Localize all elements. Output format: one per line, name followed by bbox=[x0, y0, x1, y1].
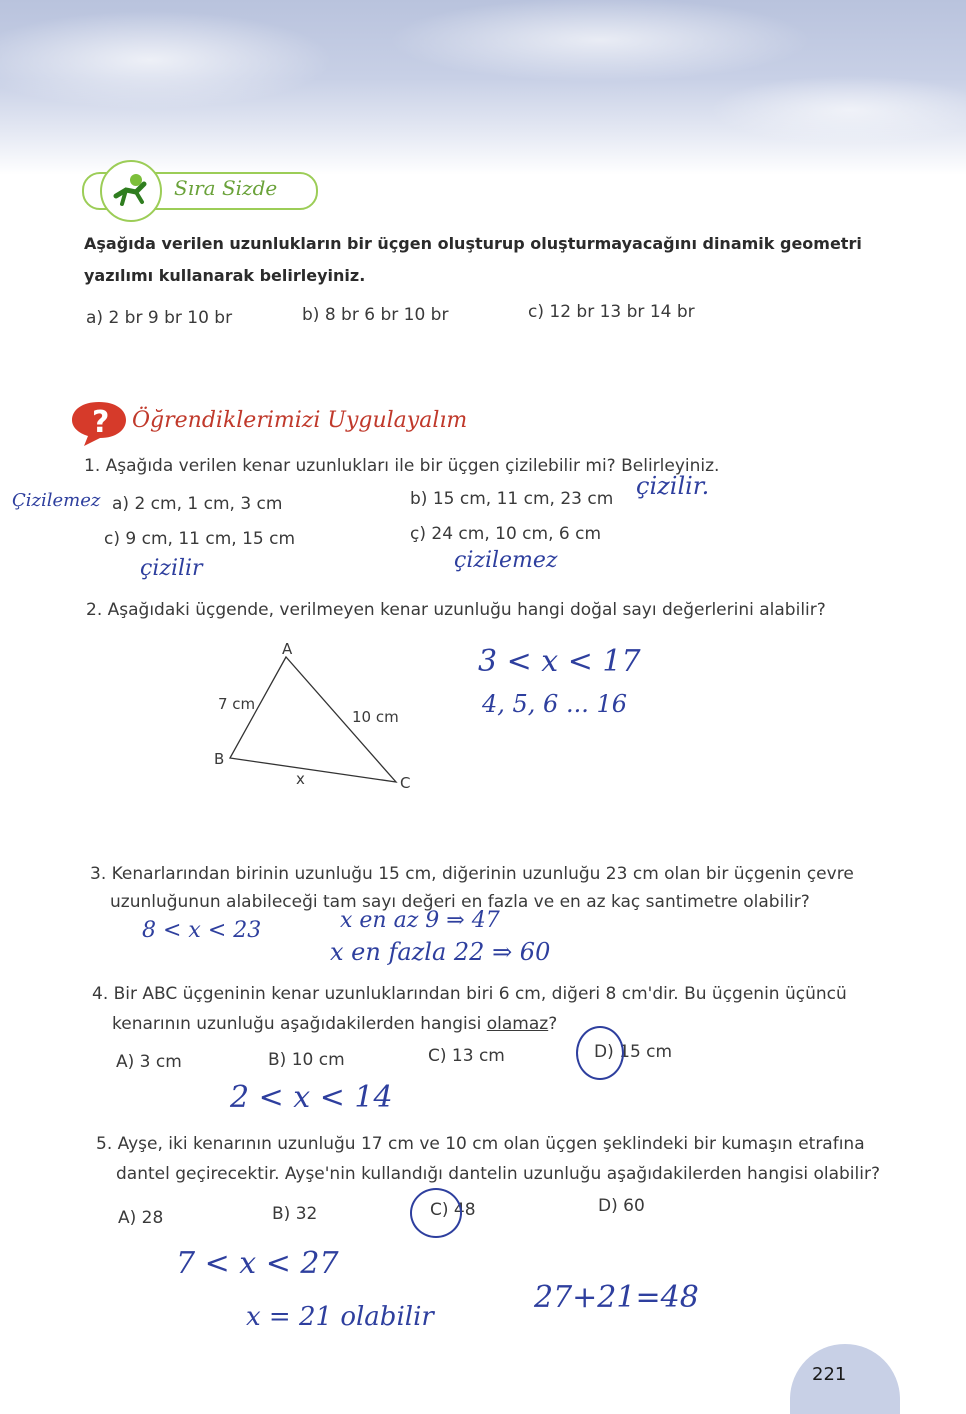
option-c: c) 12 br 13 br 14 br bbox=[528, 302, 695, 322]
q5-option-b: B) 32 bbox=[272, 1204, 318, 1224]
option-a: a) 2 br 9 br 10 br bbox=[86, 308, 233, 328]
q1-prompt: 1. Aşağıda verilen kenar uzunlukları ile bir üçgen çizilebilir mi? Belirleyiniz. bbox=[84, 456, 720, 476]
q4-line2: kenarının uzunluğu aşağıdakilerden hangisi olamaz? bbox=[112, 1014, 558, 1034]
q1-option-d: ç) 24 cm, 10 cm, 6 cm bbox=[410, 524, 602, 544]
q1-option-a: a) 2 cm, 1 cm, 3 cm bbox=[112, 494, 283, 514]
q3-line1: 3. Kenarlarından birinin uzunluğu 15 cm, diğerinin uzunluğu 23 cm olan bir üçgenin çevre bbox=[90, 864, 854, 884]
q1-hw-d: çizilemez bbox=[454, 548, 558, 573]
q1-option-b: b) 15 cm, 11 cm, 23 cm bbox=[410, 489, 614, 509]
q1-hw-a: Çizilemez bbox=[12, 490, 101, 511]
q4-option-b: B) 10 cm bbox=[268, 1050, 345, 1070]
intro-line-2: yazılımı kullanarak belirleyiniz. bbox=[84, 266, 366, 285]
section-title: Öğrendiklerimizi Uygulayalım bbox=[132, 408, 468, 433]
q2-prompt: 2. Aşağıdaki üçgende, verilmeyen kenar uzunluğu hangi doğal sayı değerlerini alabilir? bbox=[86, 600, 826, 620]
side-bc: x bbox=[296, 770, 305, 788]
header-background bbox=[0, 0, 966, 175]
q4-hw: 2 < x < 14 bbox=[230, 1080, 393, 1115]
q2-hw-line1: 3 < x < 17 bbox=[478, 644, 641, 679]
q5-line1: 5. Ayşe, iki kenarının uzunluğu 17 cm ve 10 cm olan üçgen şeklindeki bir kumaşın etrafına bbox=[96, 1134, 865, 1154]
intro-line-1: Aşağıda verilen uzunlukların bir üçgen oluşturup oluşturmayacağını dinamik geometri bbox=[84, 234, 862, 253]
q4-option-d: D) 15 cm bbox=[594, 1042, 673, 1062]
runner-icon bbox=[100, 160, 162, 222]
sira-sizde-title: Sıra Sizde bbox=[174, 176, 278, 200]
side-ab: 7 cm bbox=[218, 695, 256, 713]
q1-option-c: c) 9 cm, 11 cm, 15 cm bbox=[104, 529, 296, 549]
q4-line1: 4. Bir ABC üçgeninin kenar uzunluklarından biri 6 cm, diğeri 8 cm'dir. Bu üçgenin üçüncü bbox=[92, 984, 847, 1004]
q5-option-a: A) 28 bbox=[118, 1208, 164, 1228]
q5-line2: dantel geçirecektir. Ayşe'nin kullandığı dantelin uzunluğu aşağıdakilerden hangisi olabilir? bbox=[116, 1164, 880, 1184]
q5-hw-sum: 27+21=48 bbox=[534, 1280, 699, 1315]
label-b: B bbox=[214, 750, 225, 768]
q1-hw-b: çizilir. bbox=[636, 472, 710, 500]
q4-answer-circle bbox=[576, 1026, 624, 1080]
q1-hw-c: çizilir bbox=[140, 556, 203, 581]
page-number: 221 bbox=[812, 1364, 847, 1385]
question-mark-icon bbox=[70, 398, 128, 452]
q5-hw-val: x = 21 olabilir bbox=[246, 1302, 434, 1332]
q2-hw-line2: 4, 5, 6 ... 16 bbox=[482, 690, 628, 718]
q5-hw-ineq: 7 < x < 27 bbox=[176, 1246, 339, 1281]
label-c: C bbox=[400, 774, 411, 792]
side-ac: 10 cm bbox=[352, 708, 399, 726]
svg-text:?: ? bbox=[92, 405, 110, 440]
q3-hw-ineq: 8 < x < 23 bbox=[142, 918, 262, 943]
option-b: b) 8 br 6 br 10 br bbox=[302, 305, 449, 325]
q5-option-d: D) 60 bbox=[598, 1196, 645, 1216]
q5-answer-circle bbox=[410, 1188, 462, 1238]
label-a: A bbox=[282, 640, 293, 658]
q4-option-c: C) 13 cm bbox=[428, 1046, 505, 1066]
q5-option-c: C) 48 bbox=[430, 1200, 476, 1220]
q4-option-a: A) 3 cm bbox=[116, 1052, 182, 1072]
q3-line2: uzunluğunun alabileceği tam sayı değeri en fazla ve en az kaç santimetre olabilir? bbox=[110, 892, 810, 912]
q3-hw-max: x en fazla 22 ⇒ 60 bbox=[330, 938, 551, 966]
q3-hw-min: x en az 9 ⇒ 47 bbox=[340, 908, 500, 933]
